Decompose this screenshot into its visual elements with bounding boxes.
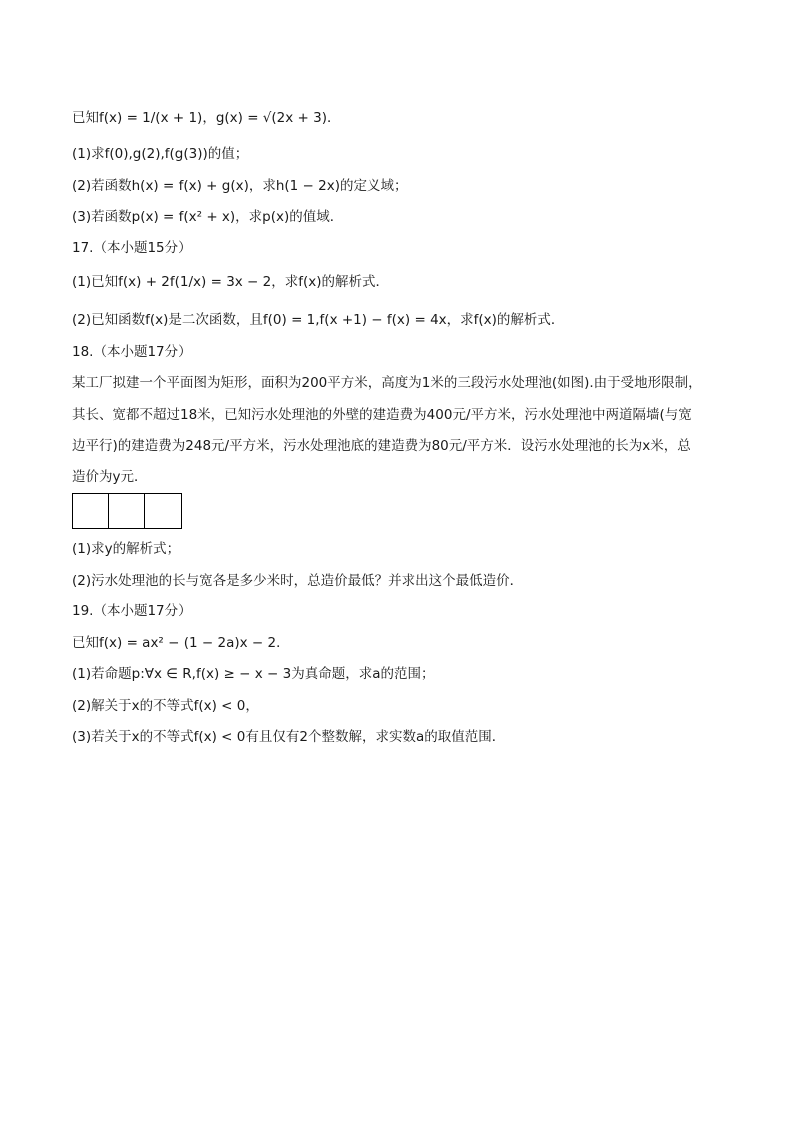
pool-section xyxy=(73,494,109,528)
problem18-text-line4: 造价为y元． xyxy=(72,469,148,485)
pool-section xyxy=(109,494,145,528)
pool-diagram xyxy=(72,493,182,529)
problem16-part1: (1)求f(0),g(2),f(g(3))的值； xyxy=(72,146,249,162)
problem19-heading: 19.（本小题17分） xyxy=(72,603,192,619)
problem17-heading: 17.（本小题15分） xyxy=(72,240,192,256)
problem19-part3: (3)若关于x的不等式f(x) < 0有且仅有2个整数解，求实数a的取值范围． xyxy=(72,729,506,745)
problem17-part1: (1)已知f(x) + 2f(1/x) = 3x − 2，求f(x)的解析式． xyxy=(72,274,390,290)
problem18-text-line1: 某工厂拟建一个平面图为矩形，面积为200平方米，高度为1米的三段污水处理池(如图).由于受地形限制， xyxy=(72,375,702,391)
problem19-intro: 已知f(x) = ax² − (1 − 2a)x − 2． xyxy=(72,635,290,651)
problem16-part3: (3)若函数p(x) = f(x² + x)，求p(x)的值域． xyxy=(72,209,344,225)
problem18-heading: 18.（本小题17分） xyxy=(72,344,192,360)
problem16-intro: 已知f(x) = 1/(x + 1)，g(x) = √(2x + 3)． xyxy=(72,110,341,126)
problem17-part2: (2)已知函数f(x)是二次函数，且f(0) = 1,f(x +1) − f(x) = 4x，求f(x)的解析式． xyxy=(72,312,565,328)
problem19-part1: (1)若命题p:∀x ∈ R,f(x) ≥ − x − 3为真命题，求a的范围； xyxy=(72,666,435,682)
problem18-text-line3: 边平行)的建造费为248元/平方米，污水处理池底的建造费为80元/平方米．设污水处理池的长为x米，总 xyxy=(72,438,691,454)
problem18-part1: (1)求y的解析式； xyxy=(72,541,181,557)
problem19-part2: (2)解关于x的不等式f(x) < 0， xyxy=(72,698,259,714)
pool-section xyxy=(145,494,181,528)
problem18-part2: (2)污水处理池的长与宽各是多少米时，总造价最低？并求出这个最低造价． xyxy=(72,573,524,589)
problem16-part2: (2)若函数h(x) = f(x) + g(x)，求h(1 − 2x)的定义域； xyxy=(72,178,408,194)
problem18-text-line2: 其长、宽都不超过18米，已知污水处理池的外壁的建造费为400元/平方米，污水处理池中两道隔墙(与宽 xyxy=(72,407,692,423)
